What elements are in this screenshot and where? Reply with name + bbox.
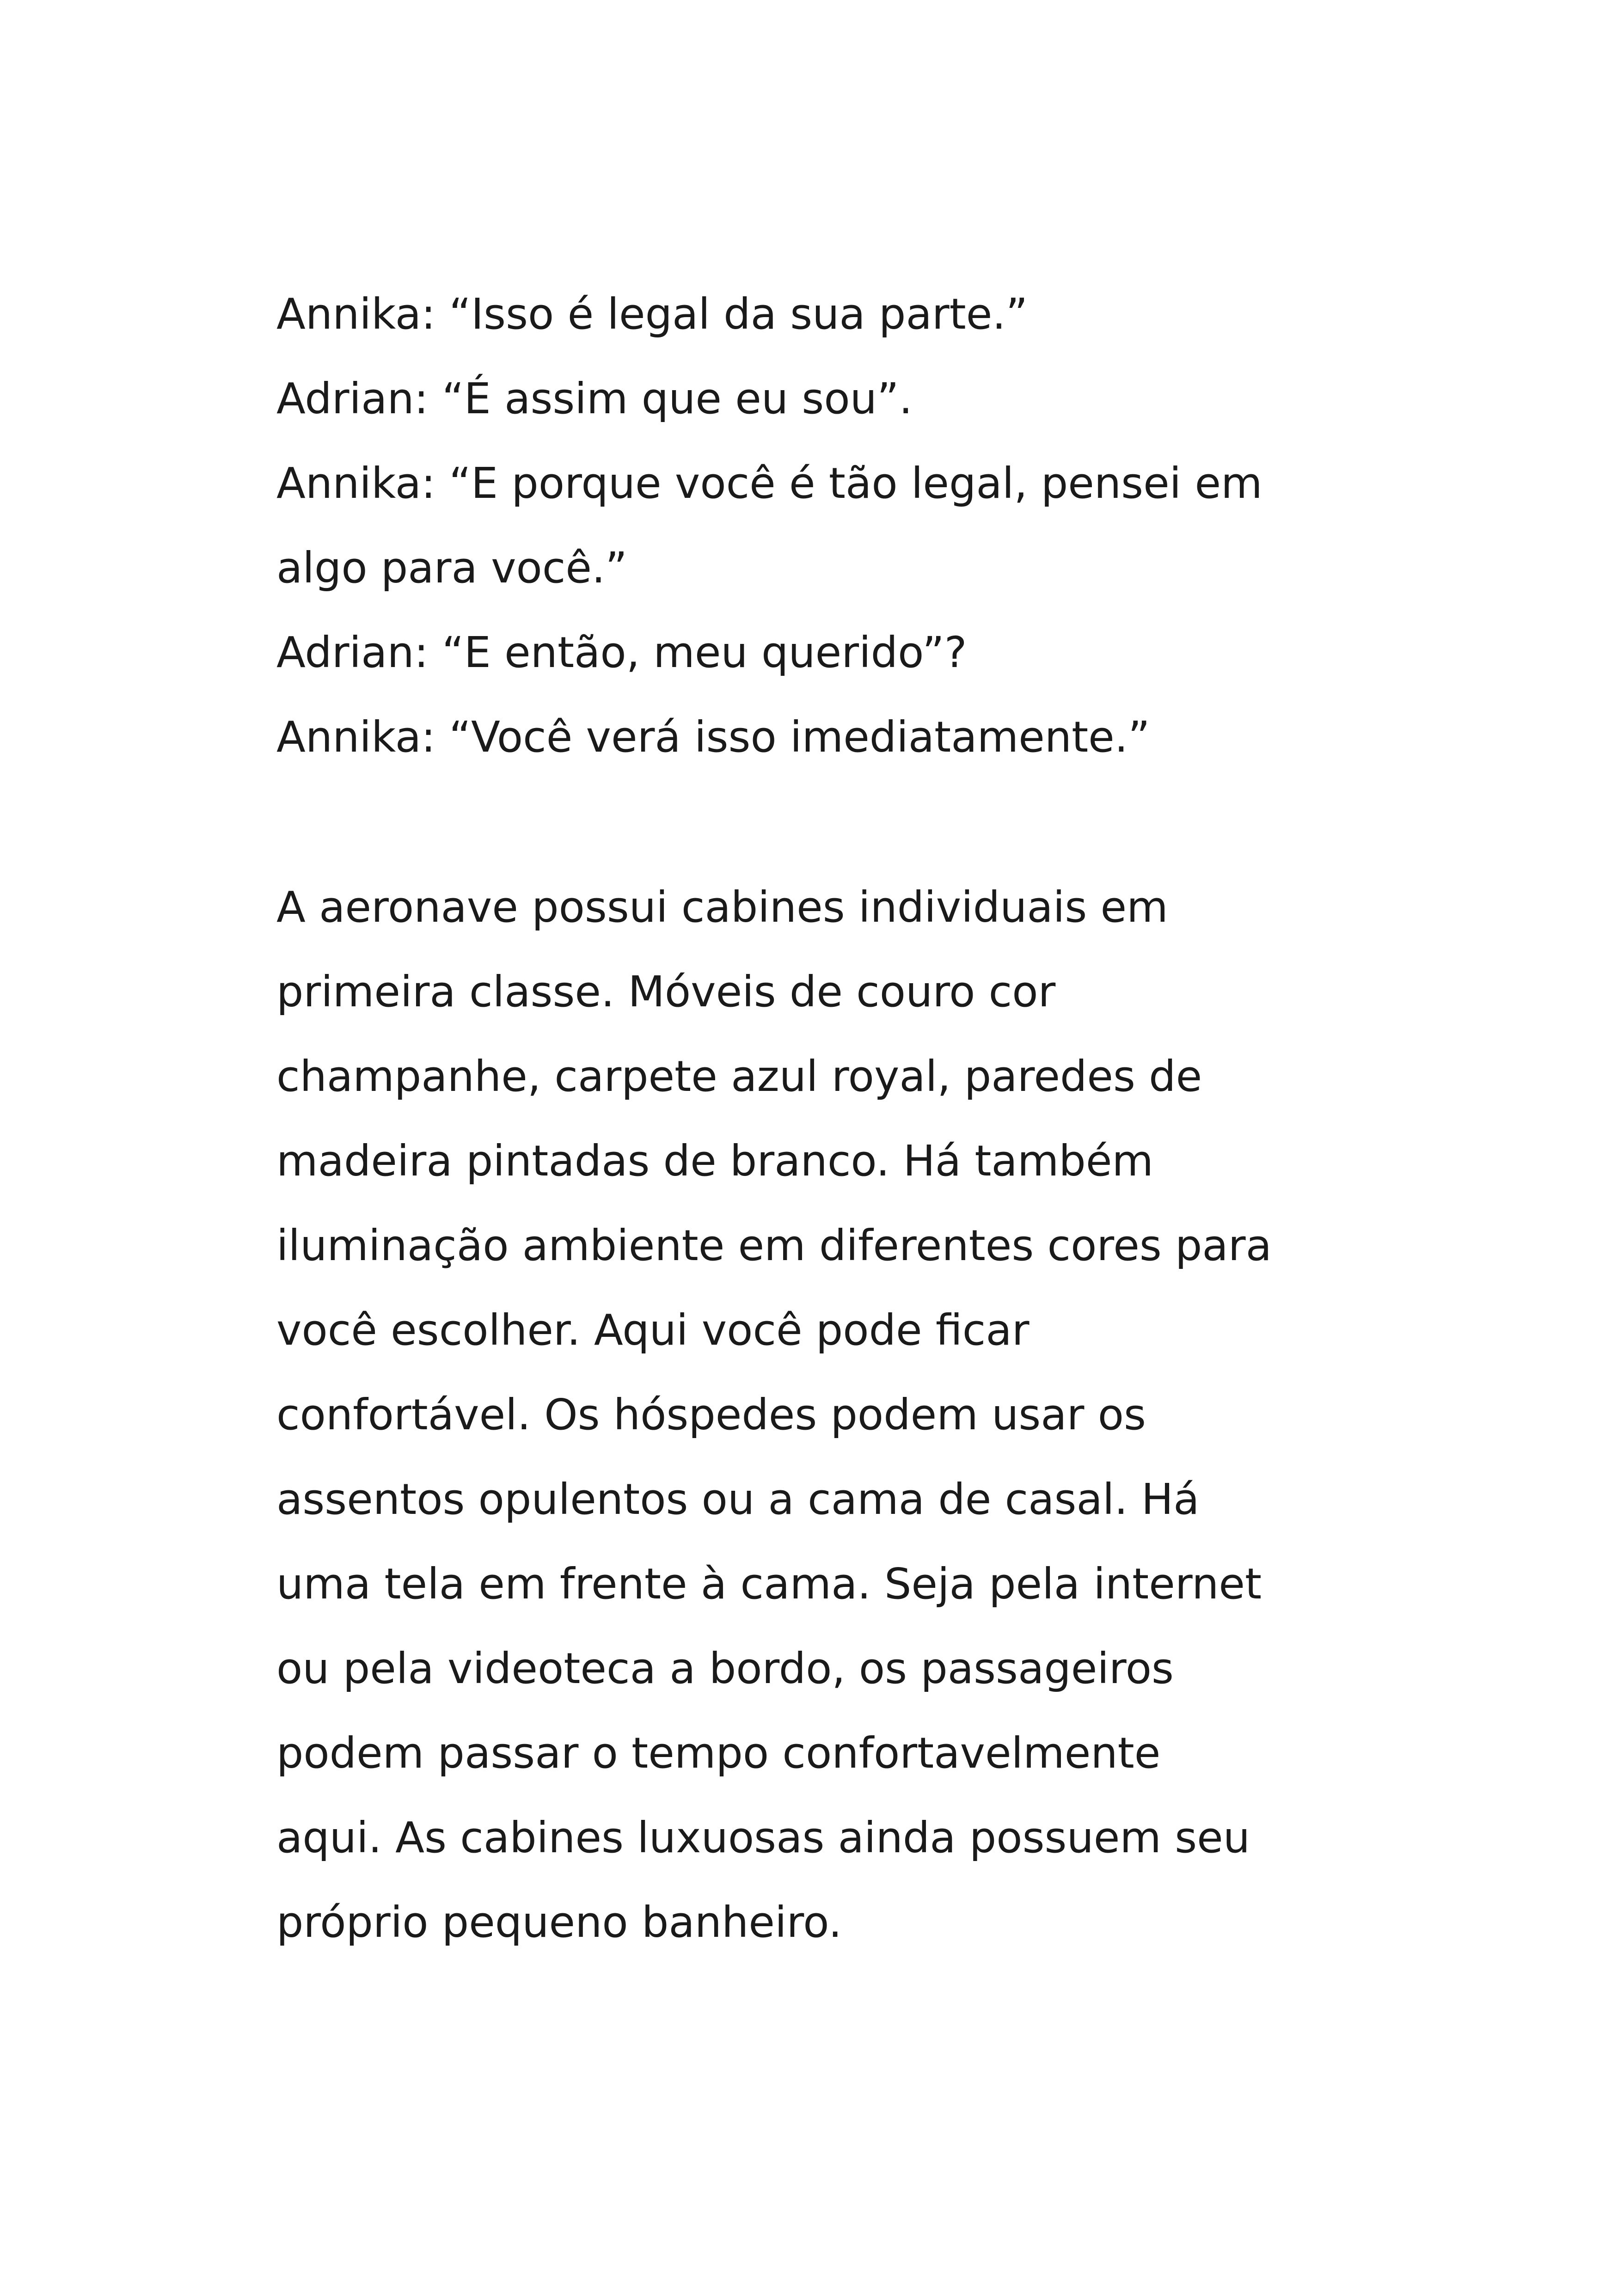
paragraph-line: madeira pintadas de branco. Há também [276, 1136, 1154, 1186]
paragraph-line: iluminação ambiente em diferentes cores para [276, 1221, 1272, 1270]
dialogue-line: Annika: “Você verá isso imediatamente.” [276, 712, 1150, 762]
paragraph-line: champanhe, carpete azul royal, paredes de [276, 1052, 1202, 1101]
paragraph-line: aqui. As cabines luxuosas ainda possuem seu [276, 1813, 1250, 1862]
description-paragraph [276, 865, 1387, 1965]
paragraph-line: ou pela videoteca a bordo, os passageiros [276, 1644, 1174, 1693]
dialogue-line: Adrian: “É assim que eu sou”. [276, 374, 913, 423]
paragraph-line: A aeronave possui cabines individuais em [276, 882, 1168, 932]
paragraph-line: podem passar o tempo confortavelmente [276, 1728, 1161, 1778]
dialogue-line: Annika: “E porque você é tão legal, pensei em [276, 459, 1263, 508]
paragraph-line: assentos opulentos ou a cama de casal. Há [276, 1475, 1200, 1524]
paragraph-line: você escolher. Aqui você pode ficar [276, 1305, 1030, 1355]
paragraph-line: confortável. Os hóspedes podem usar os [276, 1390, 1146, 1439]
dialogue-block [276, 272, 1387, 779]
paragraph-line: primeira classe. Móveis de couro cor [276, 967, 1056, 1016]
dialogue-line: Adrian: “E então, meu querido”? [276, 628, 967, 677]
paragraph-line: uma tela em frente à cama. Seja pela internet [276, 1559, 1262, 1609]
paragraph-line: próprio pequeno banheiro. [276, 1898, 842, 1947]
dialogue-line: algo para você.” [276, 543, 627, 593]
dialogue-line: Annika: “Isso é legal da sua parte.” [276, 289, 1028, 339]
